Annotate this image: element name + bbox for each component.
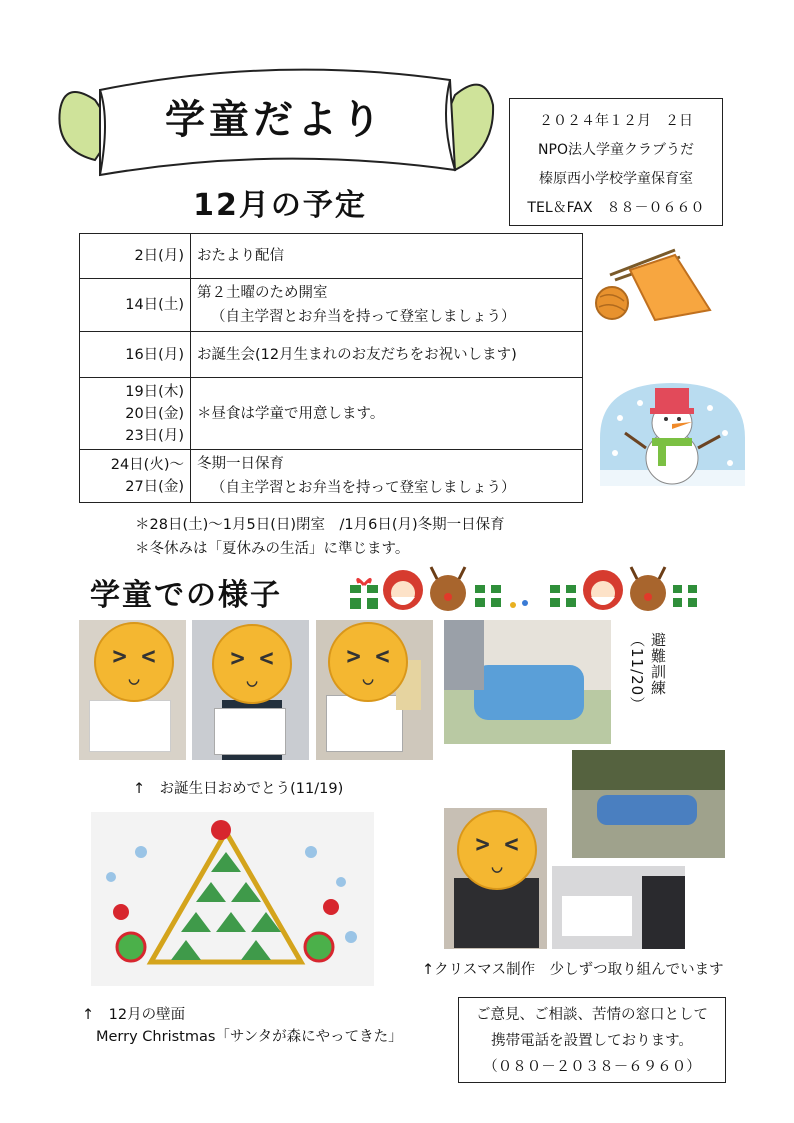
- schedule-date: 24日(火)～ 27日(金): [80, 450, 191, 503]
- contact-phone: （０８０－２０３８－６９６０）: [483, 1059, 701, 1075]
- schedule-table: [79, 233, 583, 503]
- issue-date: ２０２４年１２月 ２日: [539, 113, 693, 129]
- wall-caption-theme: Merry Christmas「サンタが森にやってきた」: [96, 1029, 403, 1045]
- schedule-date: 16日(月): [80, 332, 191, 378]
- schedule-content: 第２土曜のため開室 （自主学習とお弁当を持って登室しましょう）: [191, 279, 583, 332]
- craft-caption: ↑クリスマス制作 少しずつ取り組んでいます: [422, 962, 724, 978]
- schedule-row: [80, 450, 583, 503]
- schedule-row: [80, 234, 583, 279]
- gift-icon: [550, 585, 576, 607]
- craft-photo-2: [552, 866, 685, 949]
- schedule-heading: 12月の予定: [193, 188, 367, 223]
- facility-name: 榛原西小学校学童保育室: [539, 171, 693, 187]
- smiley-face-icon: > < ◡: [328, 622, 408, 702]
- christmas-tree-wall: [91, 812, 374, 986]
- smiley-face-icon: > < ◡: [457, 810, 537, 890]
- schedule-content: 冬期一日保育 （自主学習とお弁当を持って登室しましょう）: [191, 450, 583, 503]
- schedule-row: [80, 378, 583, 450]
- contact-line-1: ご意見、ご相談、苦情の窓口として: [476, 1007, 708, 1023]
- schedule-date: 2日(月): [80, 234, 191, 279]
- contact-line-2: 携帯電話を設置しております。: [491, 1033, 693, 1049]
- gift-icon: [673, 585, 697, 607]
- schedule-row: [80, 332, 583, 378]
- snowman-illustration: [600, 378, 745, 486]
- birthday-caption: ↑ お誕生日おめでとう(11/19): [133, 781, 344, 797]
- schedule-content: おたより配信: [191, 234, 583, 279]
- outdoor-drill-photo: [572, 750, 725, 858]
- contact-box: [458, 997, 726, 1083]
- wall-decoration-photo: [91, 812, 374, 986]
- santa-icon: [583, 570, 623, 610]
- newsletter-title: 学童だより: [165, 97, 385, 143]
- craft-photo-1: [444, 808, 547, 949]
- organization-name: NPO法人学童クラブうだ: [538, 142, 694, 158]
- wall-caption-title: ↑ 12月の壁面: [82, 1007, 186, 1023]
- section-heading: 学童での様子: [90, 578, 282, 613]
- reindeer-icon: [430, 567, 466, 611]
- drill-caption: 避難訓練（11/20）: [628, 632, 667, 713]
- winter-break-note: ＊冬休みは「夏休みの生活」に準じます。: [135, 541, 410, 557]
- schedule-content: ＊昼食は学童で用意します。: [191, 378, 583, 450]
- birthday-photo-1: [79, 620, 186, 760]
- christmas-decoration-row: [345, 565, 700, 615]
- santa-icon: [383, 570, 423, 610]
- smiley-face-icon: > < ◡: [212, 624, 292, 704]
- reindeer-icon: [630, 567, 666, 611]
- birthday-photo-2: [192, 620, 309, 760]
- gift-icon: [475, 585, 501, 607]
- birthday-photo-3: [316, 620, 433, 760]
- schedule-row: [80, 279, 583, 332]
- gift-icon: [350, 579, 378, 609]
- knitting-illustration: [590, 245, 720, 325]
- schedule-content: お誕生会(12月生まれのお友だちをお祝いします): [191, 332, 583, 378]
- smiley-face-icon: > < ◡: [94, 622, 174, 702]
- phone-fax: TEL＆FAX ８８－０６６０: [527, 200, 705, 216]
- schedule-date: 19日(木) 20日(金) 23日(月): [80, 378, 191, 450]
- header-info-box: [509, 98, 723, 226]
- closing-note: ＊28日(土)～1月5日(日)閉室 /1月6日(月)冬期一日保育: [135, 517, 505, 533]
- evacuation-drill-photo: [444, 620, 611, 744]
- schedule-date: 14日(土): [80, 279, 191, 332]
